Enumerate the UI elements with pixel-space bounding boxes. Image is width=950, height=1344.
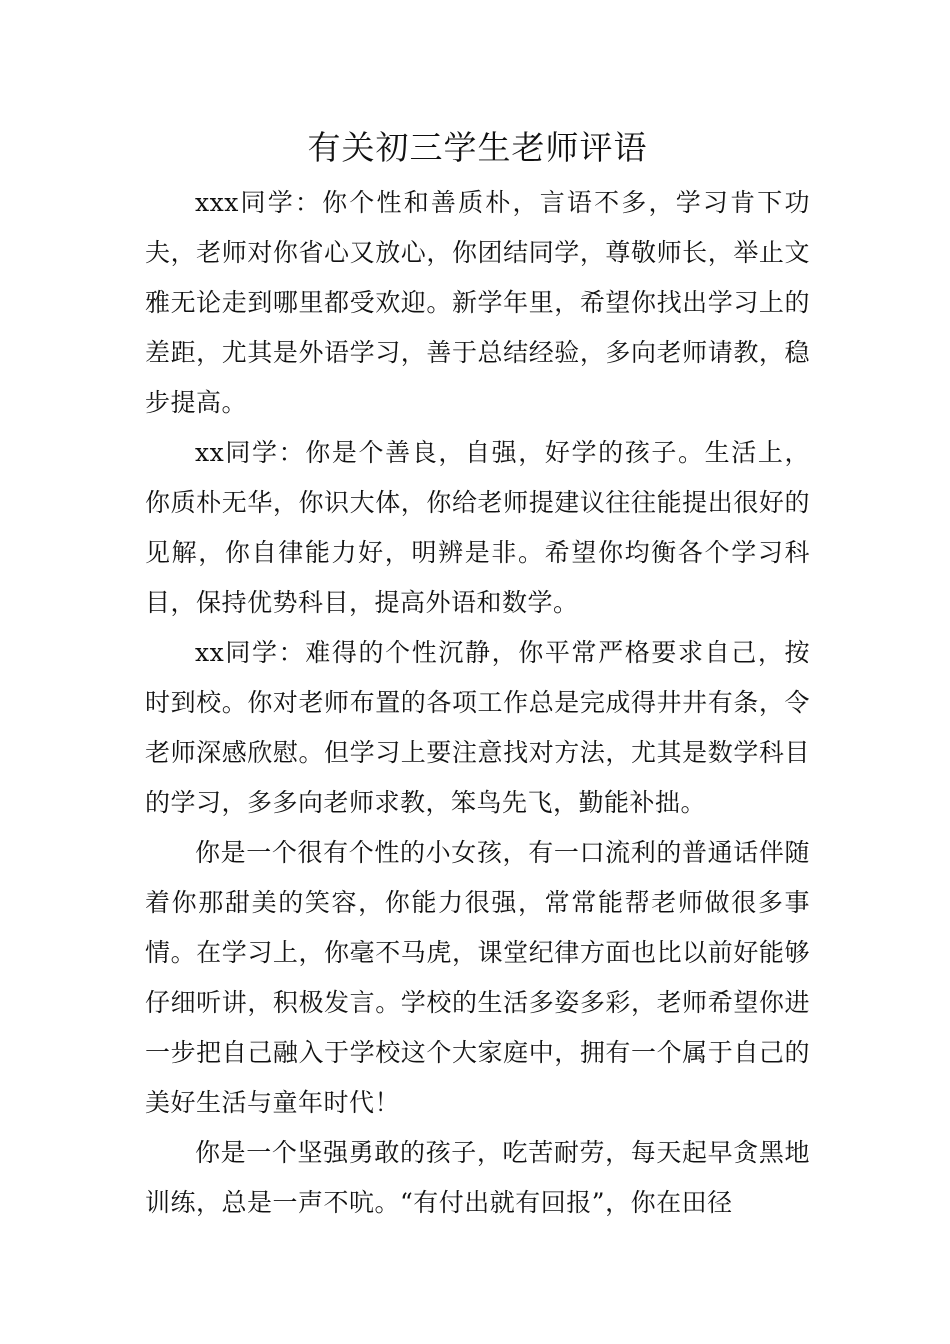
comment-paragraph-5: 你是一个坚强勇敢的孩子，吃苦耐劳，每天起早贪黑地训练，总是一声不吭。“有付出就有回报”，你在田径	[145, 1138, 810, 1217]
comment-paragraph-2: xx同学：你是个善良，自强，好学的孩子。生活上，你质朴无华，你识大体，你给老师提建议往往能提出很好的见解，你自律能力好，明辨是非。希望你均衡各个学习科目，保持优势科目，提高外语和数学。	[145, 438, 810, 617]
comment-paragraph-3: xx同学：难得的个性沉静，你平常严格要求自己，按时到校。你对老师布置的各项工作总是完成得井井有条，令老师深感欣慰。但学习上要注意找对方法，尤其是数学科目的学习，多多向老师求教，笨鸟先飞，勤能补拙。	[145, 638, 810, 817]
comment-paragraph-1: xxx同学：你个性和善质朴，言语不多，学习肯下功夫，老师对你省心又放心，你团结同学，尊敬师长，举止文雅无论走到哪里都受欢迎。新学年里，希望你找出学习上的差距，尤其是外语学习，善于总结经验，多向老师请教，稳步提高。	[145, 188, 810, 417]
document-title: 有关初三学生老师评语	[307, 128, 648, 167]
comment-paragraph-4: 你是一个很有个性的小女孩，有一口流利的普通话伴随着你那甜美的笑容，你能力很强，常常能帮老师做很多事情。在学习上，你毫不马虎，课堂纪律方面也比以前好能够仔细听讲，积极发言。学校的生活多姿多彩，老师希望你进一步把自己融入于学校这个大家庭中，拥有一个属于自己的美好生活与童年时代！	[145, 838, 810, 1117]
document-page	[145, 122, 810, 1228]
